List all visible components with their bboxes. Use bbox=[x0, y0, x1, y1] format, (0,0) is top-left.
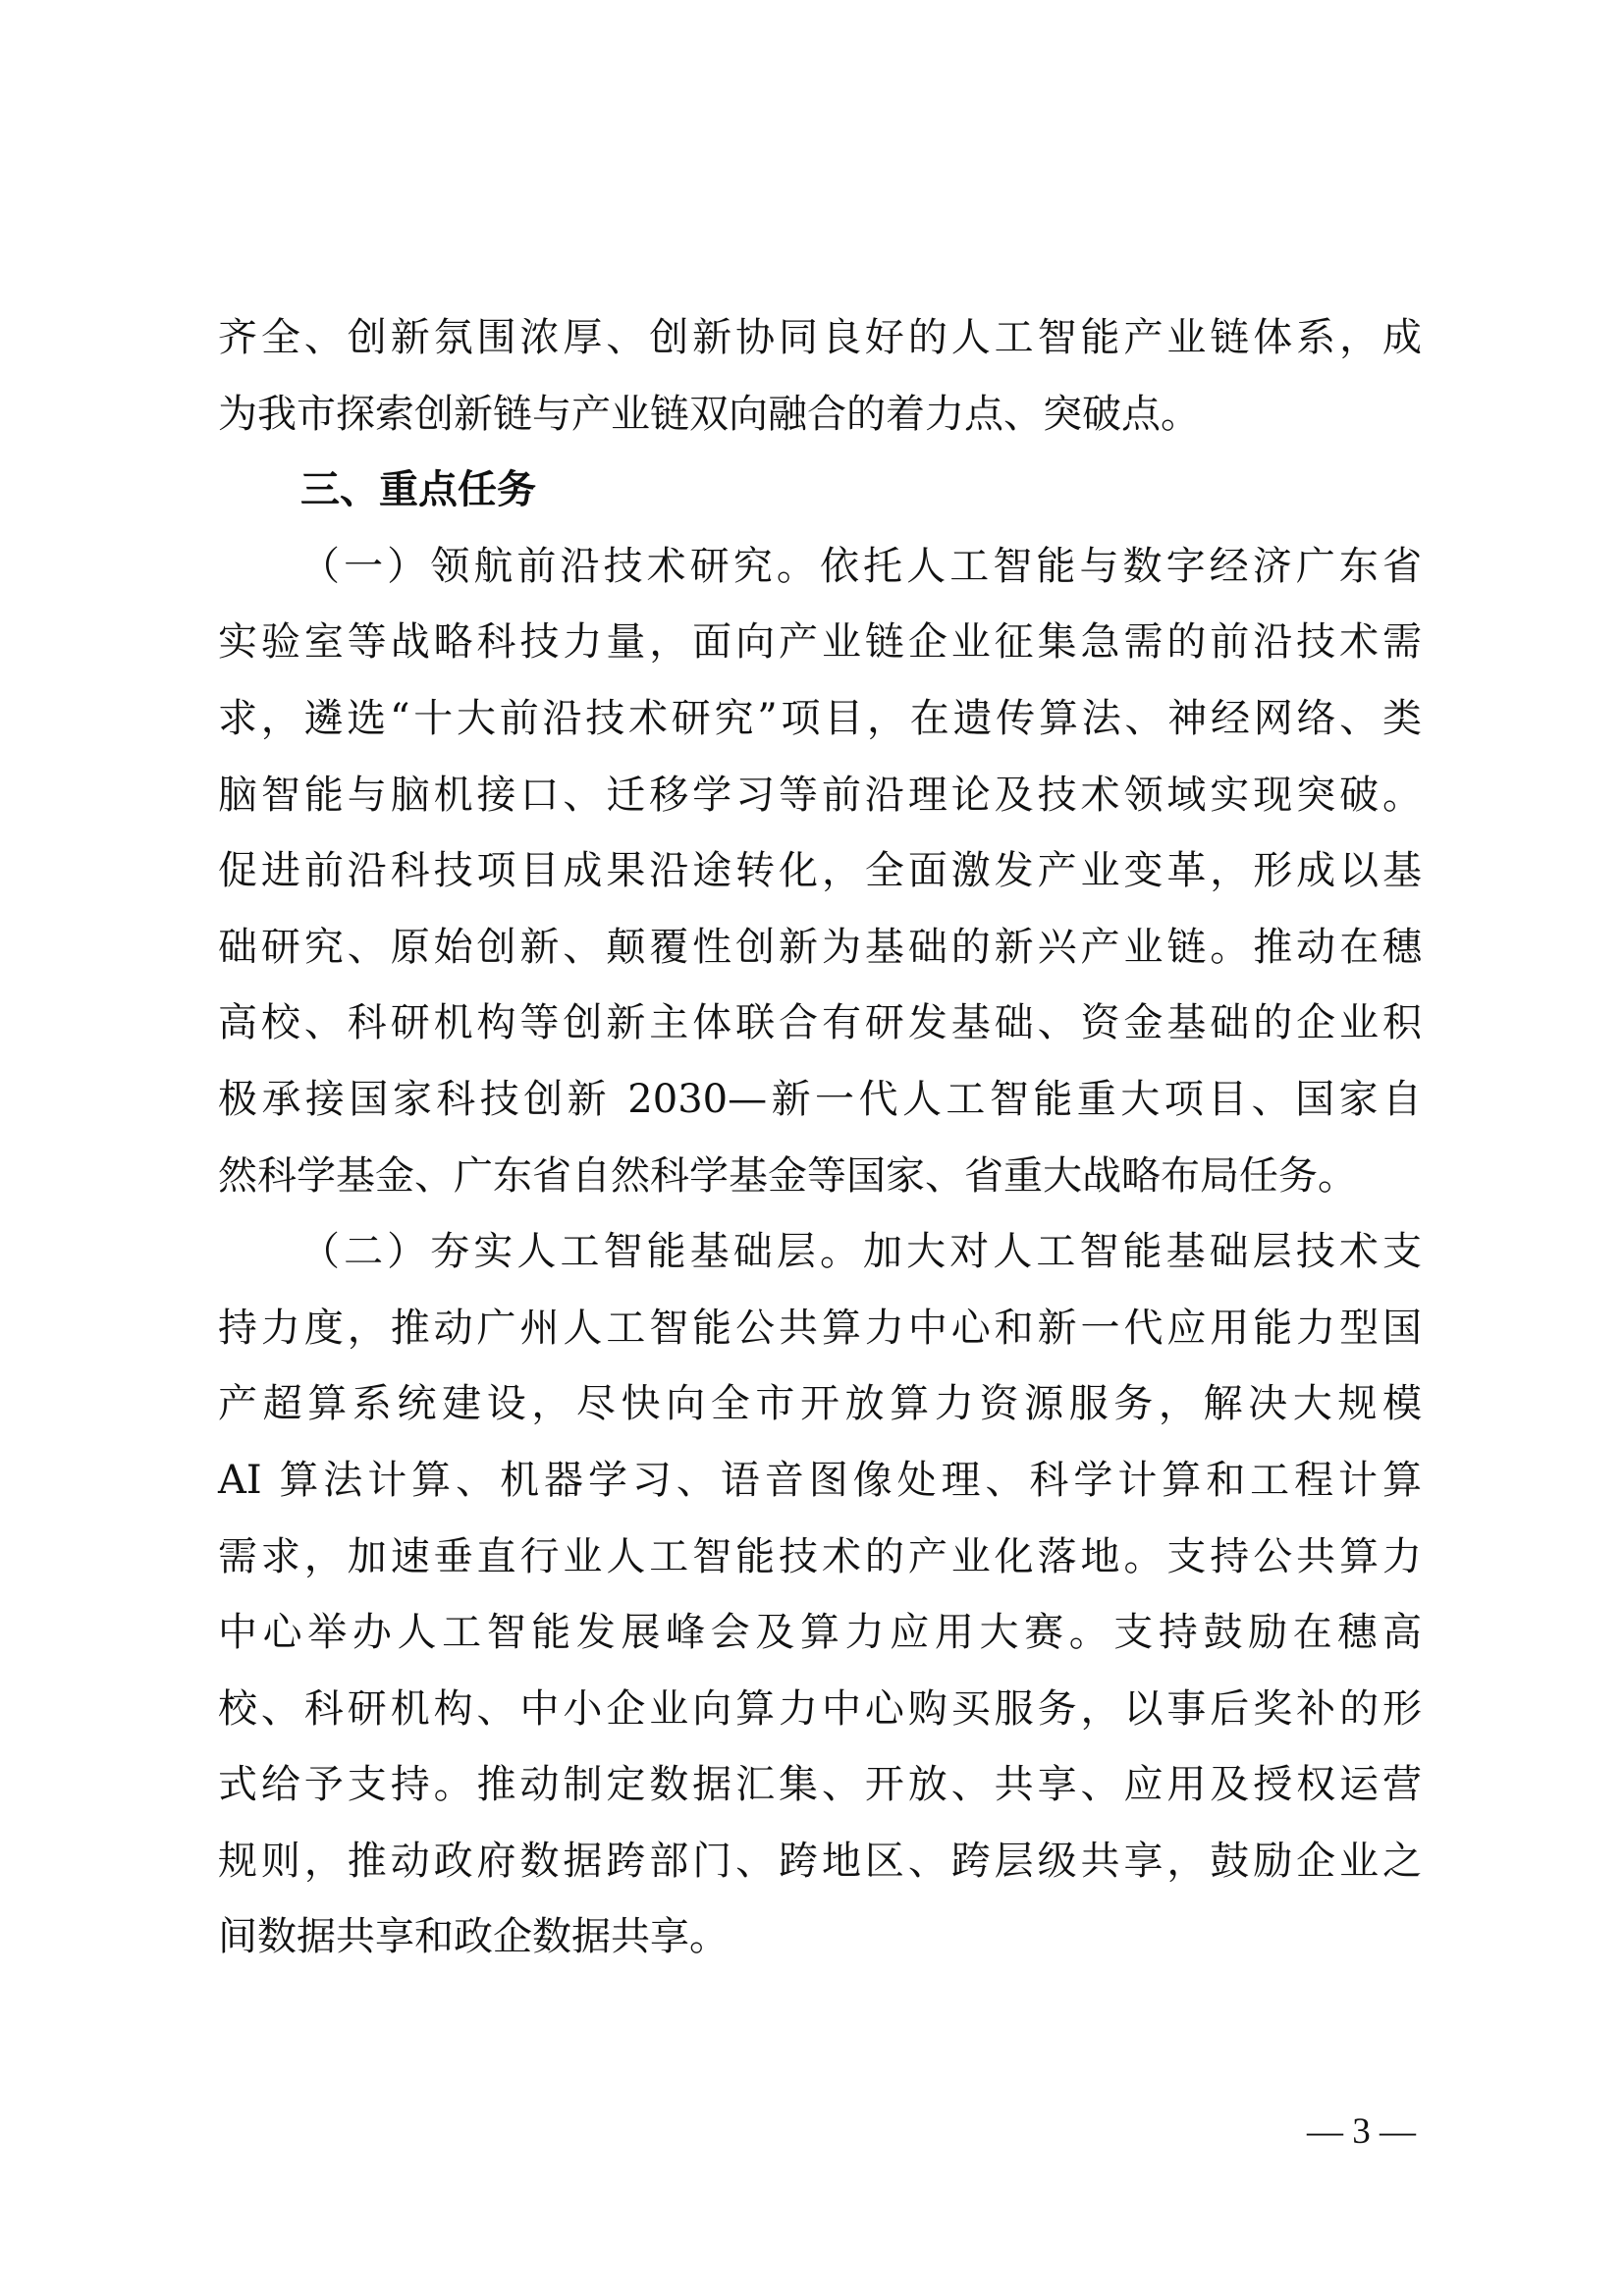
body-text-line: 齐全、创新氛围浓厚、创新协同良好的人工智能产业链体系，成 bbox=[218, 315, 1422, 360]
body-text-line: 间数据共享和政企数据共享。 bbox=[218, 1914, 729, 1960]
body-text-line: 实验室等战略科技力量，面向产业链企业征集急需的前沿技术需 bbox=[218, 619, 1422, 666]
body-text-line: 需求，加速垂直行业人工智能技术的产业化落地。支持公共算力 bbox=[218, 1533, 1422, 1579]
body-text-line: 持力度，推动广州人工智能公共算力中心和新一代应用能力型国 bbox=[218, 1305, 1422, 1351]
body-text-line: 然科学基金、广东省自然科学基金等国家、省重大战略布局任务。 bbox=[218, 1152, 1357, 1199]
body-text-line: 校、科研机构、中小企业向算力中心购买服务，以事后奖补的形 bbox=[218, 1685, 1422, 1732]
body-text-line: 求，遴选“十大前沿技术研究”项目，在遗传算法、神经网络、类 bbox=[218, 695, 1422, 741]
document-body bbox=[218, 300, 1422, 1976]
body-text-line: 高校、科研机构等创新主体联合有研发基础、资金基础的企业积 bbox=[218, 1000, 1422, 1046]
section-heading: 三、重点任务 bbox=[300, 467, 536, 513]
body-text-line: AI 算法计算、机器学习、语音图像处理、科学计算和工程计算 bbox=[218, 1457, 1422, 1503]
body-text-line: 极承接国家科技创新 2030—新一代人工智能重大项目、国家自 bbox=[218, 1076, 1422, 1122]
body-text-line: 规则，推动政府数据跨部门、跨地区、跨层级共享，鼓励企业之 bbox=[218, 1838, 1422, 1884]
body-text-line: 产超算系统建设，尽快向全市开放算力资源服务，解决大规模 bbox=[218, 1381, 1422, 1427]
body-text-line: 为我市探索创新链与产业链双向融合的着力点、突破点。 bbox=[218, 391, 1200, 437]
body-text-line: 中心举办人工智能发展峰会及算力应用大赛。支持鼓励在穗高 bbox=[218, 1610, 1422, 1656]
body-text-line: 式给予支持。推动制定数据汇集、开放、共享、应用及授权运营 bbox=[218, 1762, 1422, 1808]
paragraph-start-line: （一）领航前沿技术研究。依托人工智能与数字经济广东省 bbox=[300, 543, 1422, 589]
body-text-line: 础研究、原始创新、颠覆性创新为基础的新兴产业链。推动在穗 bbox=[218, 924, 1422, 970]
body-text-line: 脑智能与脑机接口、迁移学习等前沿理论及技术领域实现突破。 bbox=[218, 772, 1422, 818]
body-text-line: 促进前沿科技项目成果沿途转化，全面激发产业变革，形成以基 bbox=[218, 848, 1422, 894]
paragraph-start-line: （二）夯实人工智能基础层。加大对人工智能基础层技术支 bbox=[300, 1229, 1422, 1275]
page-number: — 3 — bbox=[1307, 2111, 1416, 2152]
